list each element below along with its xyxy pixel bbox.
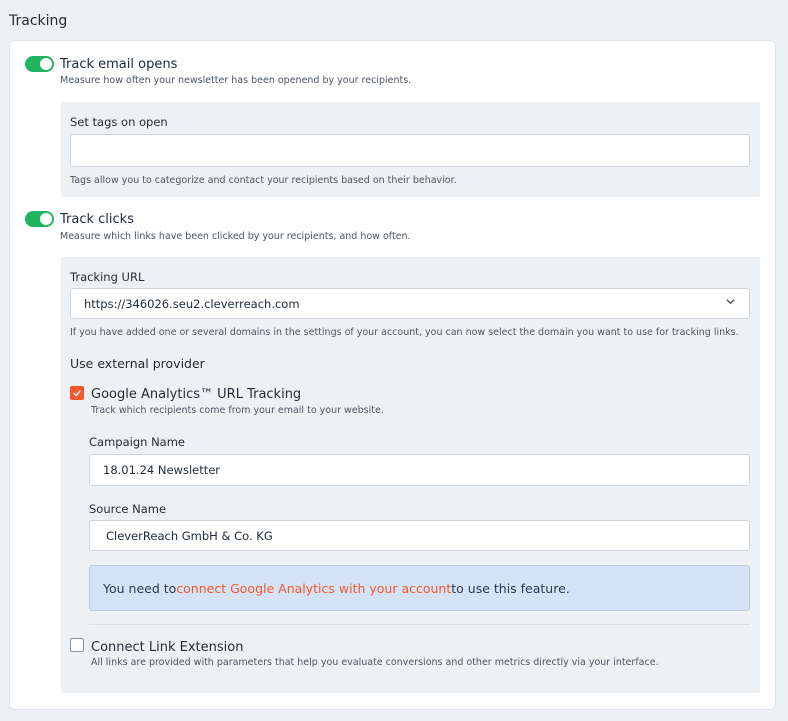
track-clicks-toggle[interactable]: [25, 211, 54, 227]
campaign-name-input[interactable]: 18.01.24 Newsletter: [89, 454, 750, 486]
track-clicks-label: Track clicks: [60, 212, 134, 227]
section-title: Tracking: [9, 13, 68, 29]
campaign-name-label: Campaign Name: [89, 435, 185, 449]
notice-text-after: to use this feature.: [451, 580, 570, 596]
link-extension-label: Connect Link Extension: [91, 640, 244, 655]
google-analytics-checkbox[interactable]: [70, 386, 84, 400]
tracking-url-label: Tracking URL: [70, 270, 145, 284]
link-extension-description: All links are provided with parameters that help you evaluate conversions and other metrics directly via your interface.: [91, 657, 659, 668]
connect-ga-link[interactable]: connect Google Analytics with your account: [176, 580, 452, 596]
notice-text-before: You need to: [103, 580, 177, 596]
divider: [89, 624, 750, 625]
tags-label: Set tags on open: [70, 115, 168, 129]
external-provider-heading: Use external provider: [70, 356, 205, 371]
tracking-url-value: https://346026.seu2.cleverreach.com: [84, 296, 300, 311]
track-clicks-description: Measure which links have been clicked by your recipients, and how often.: [60, 231, 411, 242]
chevron-down-icon: [726, 297, 735, 306]
track-opens-toggle[interactable]: [25, 56, 54, 72]
track-opens-label: Track email opens: [60, 57, 178, 72]
track-opens-description: Measure how often your newsletter has been openend by your recipients.: [60, 75, 412, 86]
google-analytics-description: Track which recipients come from your email to your website.: [91, 405, 384, 416]
tracking-url-hint: If you have added one or several domains in the settings of your account, you can now select the domain you want to use for tracking links.: [70, 327, 739, 338]
source-name-label: Source Name: [89, 502, 167, 516]
tracking-url-select[interactable]: [70, 288, 750, 319]
checkmark-icon: [71, 387, 83, 399]
source-name-input[interactable]: CleverReach GmbH & Co. KG: [89, 520, 750, 551]
tags-hint: Tags allow you to categorize and contact your recipients based on their behavior.: [70, 175, 457, 186]
link-extension-checkbox[interactable]: [70, 638, 84, 652]
tags-input[interactable]: [70, 134, 750, 167]
google-analytics-label: Google Analytics™ URL Tracking: [91, 387, 302, 402]
ga-connect-notice: [89, 565, 750, 611]
